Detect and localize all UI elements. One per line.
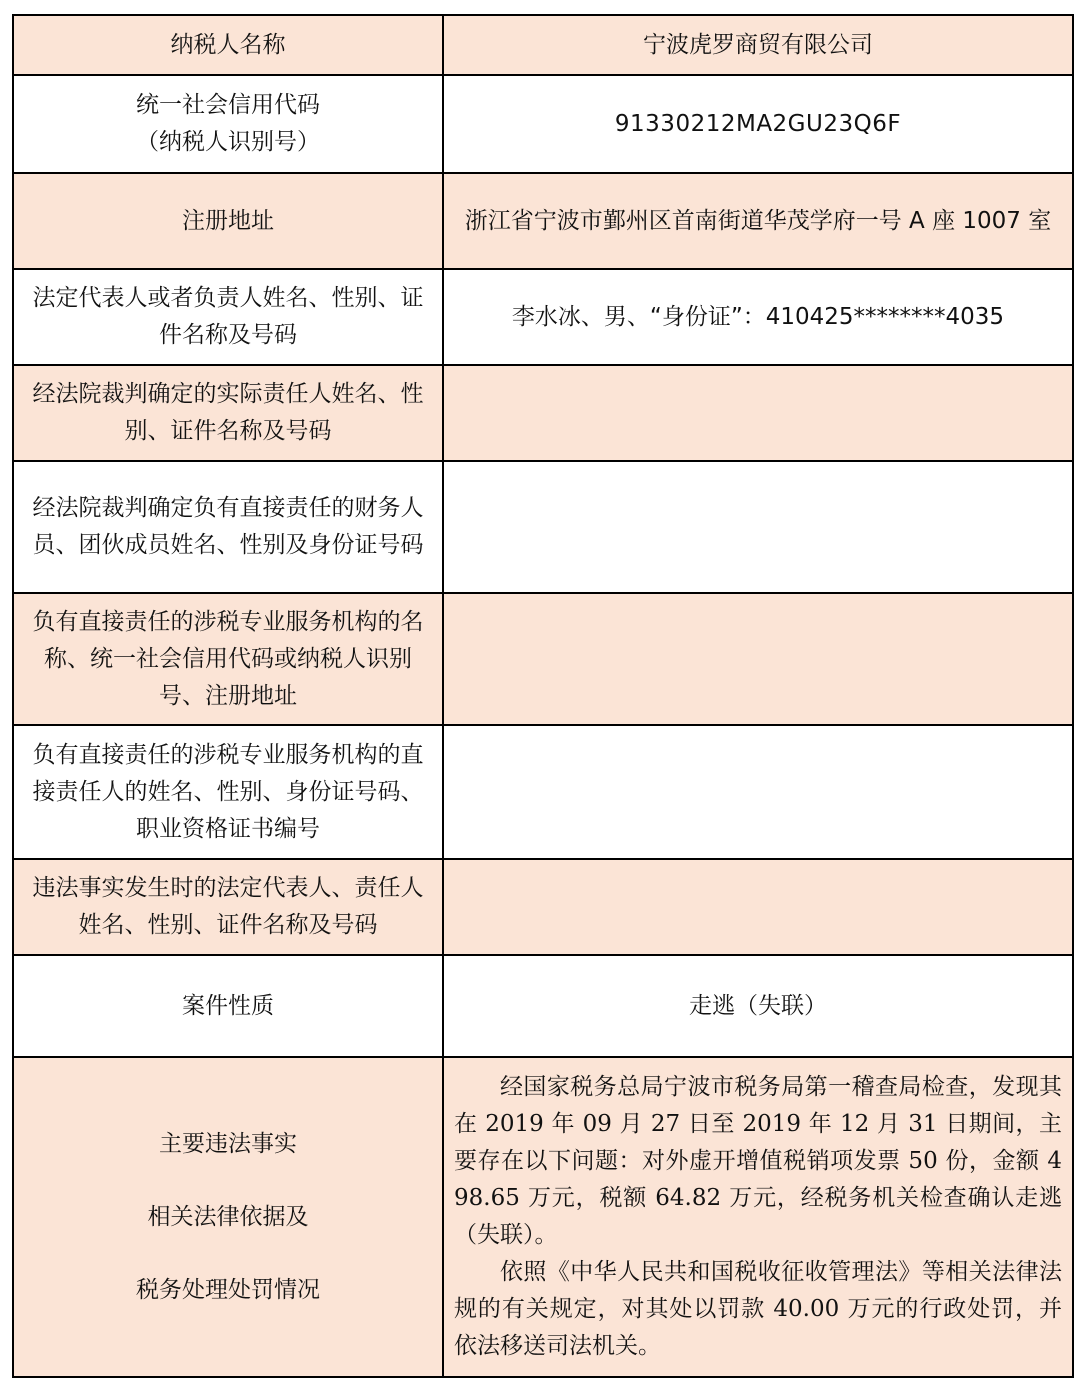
taxpayer-name-value: 宁波虎罗商贸有限公司 <box>443 15 1073 75</box>
table-row <box>13 725 1073 859</box>
table-row <box>13 75 1073 173</box>
legal-representative-label: 法定代表人或者负责人姓名、性别、证件名称及号码 <box>13 269 443 365</box>
registered-address-value: 浙江省宁波市鄞州区首南街道华茂学府一号 A 座 1007 室 <box>443 173 1073 269</box>
violation-time-representative-value <box>443 859 1073 955</box>
finance-staff-label: 经法院裁判确定负有直接责任的财务人员、团伙成员姓名、性别及身份证号码 <box>13 461 443 593</box>
penalty-paragraph: 依照《中华人民共和国税收征收管理法》等相关法律法规的有关规定，对其处以罚款 40.00 万元的行政处罚，并依法移送司法机关。 <box>454 1259 1062 1359</box>
main-facts-label-line1: 主要违法事实 <box>159 1130 297 1157</box>
table-row <box>13 1057 1073 1377</box>
table-row <box>13 461 1073 593</box>
actual-responsible-label: 经法院裁判确定的实际责任人姓名、性别、证件名称及号码 <box>13 365 443 461</box>
tax-agency-label: 负有直接责任的涉税专业服务机构的名称、统一社会信用代码或纳税人识别号、注册地址 <box>13 593 443 725</box>
credit-code-label-line1: 统一社会信用代码 <box>136 92 320 118</box>
main-facts-value <box>443 1057 1073 1377</box>
taxpayer-info-table <box>12 14 1074 1378</box>
agency-responsible-value <box>443 725 1073 859</box>
table-row <box>13 955 1073 1057</box>
tax-agency-value <box>443 593 1073 725</box>
table-row <box>13 365 1073 461</box>
taxpayer-name-label: 纳税人名称 <box>13 15 443 75</box>
table-row <box>13 593 1073 725</box>
table-row <box>13 15 1073 75</box>
table-row <box>13 269 1073 365</box>
agency-responsible-label: 负有直接责任的涉税专业服务机构的直接责任人的姓名、性别、身份证号码、职业资格证书编号 <box>13 725 443 859</box>
legal-representative-value: 李水冰、男、“身份证”：410425********4035 <box>443 269 1073 365</box>
credit-code-label-line2: （纳税人识别号） <box>136 129 320 155</box>
case-nature-value: 走逃（失联） <box>443 955 1073 1057</box>
actual-responsible-value <box>443 365 1073 461</box>
disclosure-page <box>12 14 1072 1378</box>
main-facts-label-line2: 相关法律依据及 <box>147 1203 309 1230</box>
registered-address-label: 注册地址 <box>13 173 443 269</box>
main-facts-label <box>13 1057 443 1377</box>
credit-code-value: 91330212MA2GU23Q6F <box>443 75 1073 173</box>
table-row <box>13 859 1073 955</box>
main-facts-label-line3: 税务处理处罚情况 <box>136 1276 320 1303</box>
finance-staff-value <box>443 461 1073 593</box>
table-row <box>13 173 1073 269</box>
case-nature-label: 案件性质 <box>13 955 443 1057</box>
facts-paragraph: 经国家税务总局宁波市税务局第一稽查局检查，发现其在 2019 年 09 月 27 日至 2019 年 12 月 31 日期间，主要存在以下问题：对外虚开增值税销项发票 50 份，金额 498.65 万元，税额 64.82 万元，经税务机关检查确认走逃（失联）。 <box>454 1074 1062 1248</box>
violation-time-representative-label: 违法事实发生时的法定代表人、责任人姓名、性别、证件名称及号码 <box>13 859 443 955</box>
credit-code-label <box>13 75 443 173</box>
